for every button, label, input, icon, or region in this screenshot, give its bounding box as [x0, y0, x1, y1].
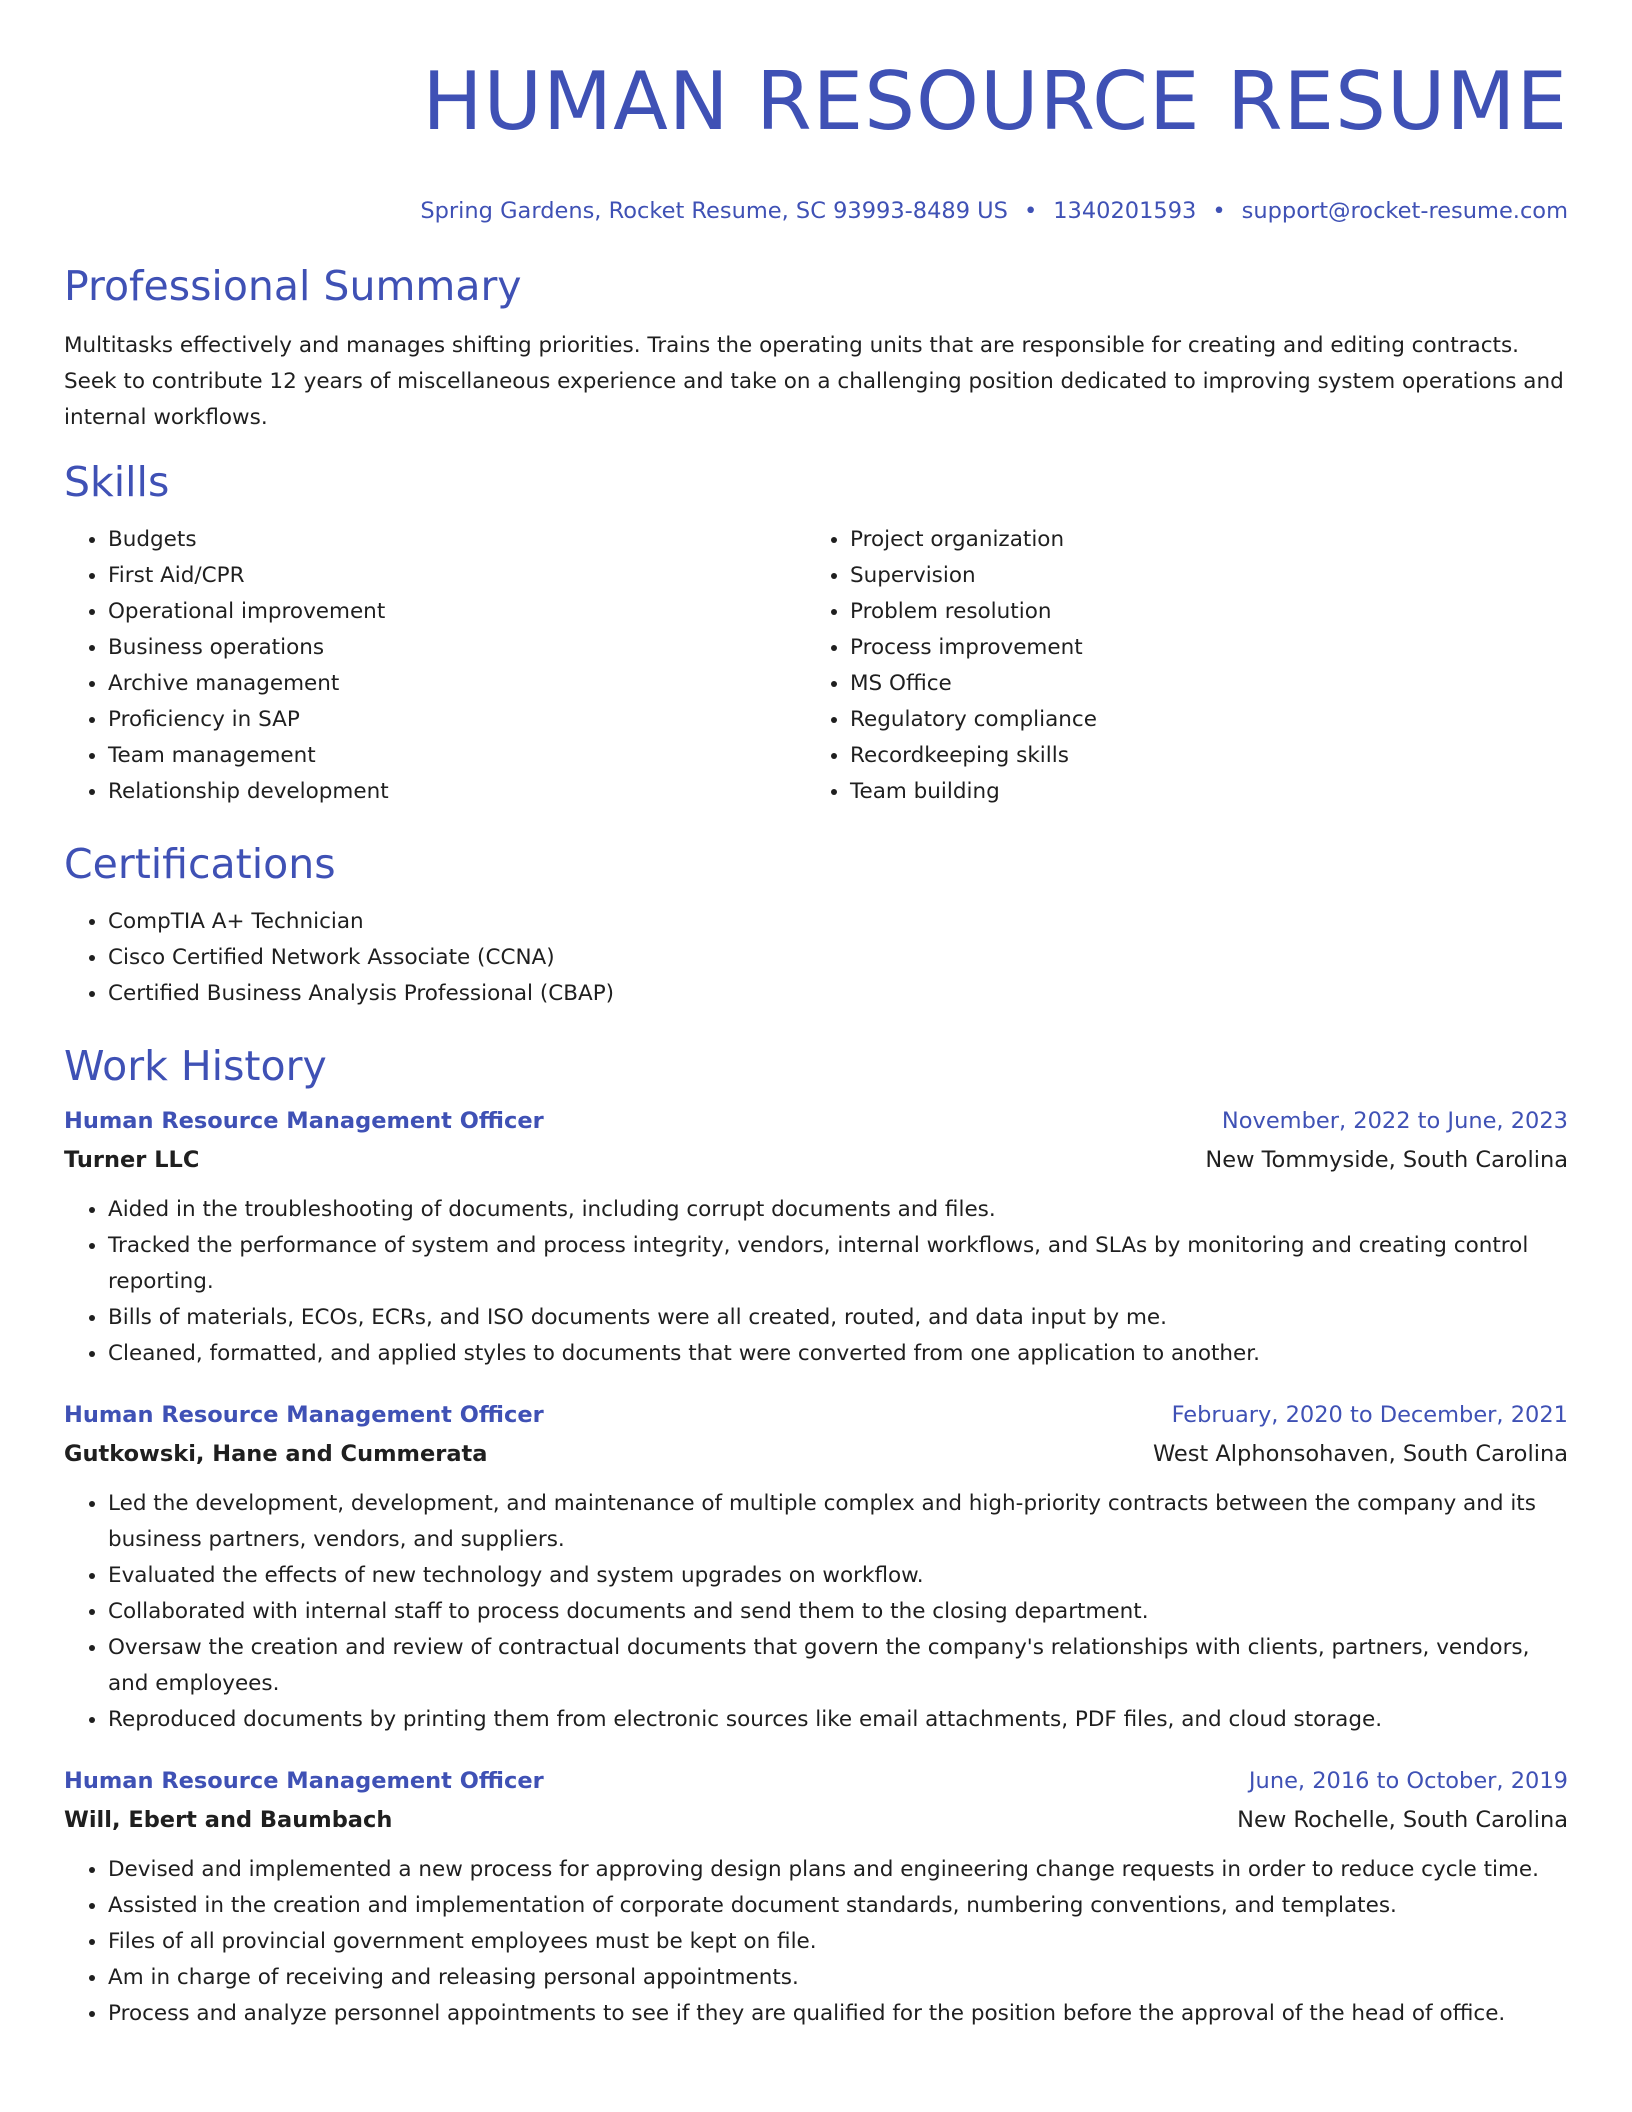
skill-item: • Team building — [850, 774, 1548, 810]
skill-item: • MS Office — [850, 666, 1548, 702]
job-entry — [64, 1762, 1568, 2032]
certifications-list — [64, 904, 1568, 1012]
job-company: Turner LLC — [64, 1147, 200, 1173]
certification-item: • Certified Business Analysis Professional (CBAP) — [108, 976, 1568, 1012]
skills-column-left — [64, 522, 806, 810]
summary-section — [64, 260, 1568, 436]
job-bullet: • Collaborated with internal staff to process documents and send them to the closing department. — [108, 1594, 1568, 1630]
skill-item: • Team management — [108, 738, 806, 774]
skills-section — [64, 456, 1568, 810]
job-bullet: • Am in charge of receiving and releasing personal appointments. — [108, 1960, 1568, 1996]
job-company: Gutkowski, Hane and Cummerata — [64, 1441, 488, 1467]
work-history-section — [64, 1040, 1568, 2032]
certification-item: • Cisco Certified Network Associate (CCNA) — [108, 940, 1568, 976]
skill-item: • Operational improvement — [108, 594, 806, 630]
skill-item: • Supervision — [850, 558, 1548, 594]
job-bullet: • Files of all provincial government employees must be kept on file. — [108, 1924, 1568, 1960]
contact-separator: • — [1023, 198, 1038, 224]
job-subheader — [64, 1140, 1568, 1180]
job-entry — [64, 1102, 1568, 1372]
job-bullet: • Process and analyze personnel appointments to see if they are qualified for the position before the approval of the head of office. — [108, 1996, 1568, 2032]
skill-item: • Budgets — [108, 522, 806, 558]
skill-item: • Recordkeeping skills — [850, 738, 1548, 774]
job-dates: November, 2022 to June, 2023 — [1221, 1108, 1568, 1134]
certifications-section — [64, 838, 1568, 1012]
summary-text: Multitasks effectively and manages shifting priorities. Trains the operating units that are responsible for creating and editing contracts. Seek to contribute 12 years of miscellaneous experience and take on a challenging position dedicated to improving system operations and internal workflows. — [64, 333, 1564, 430]
skill-item: • Proficiency in SAP — [108, 702, 806, 738]
skills-heading: Skills — [64, 458, 170, 506]
skill-item: • Regulatory compliance — [850, 702, 1548, 738]
job-bullet: • Evaluated the effects of new technology and system upgrades on workflow. — [108, 1558, 1568, 1594]
job-bullet: • Reproduced documents by printing them from electronic sources like email attachments, PDF files, and cloud storage. — [108, 1702, 1568, 1738]
skills-list-left — [64, 522, 806, 810]
job-bullet: • Devised and implemented a new process for approving design plans and engineering change requests in order to reduce cycle time. — [108, 1852, 1568, 1888]
job-bullet: • Assisted in the creation and implementation of corporate document standards, numbering conventions, and templates. — [108, 1888, 1568, 1924]
skill-item: • Archive management — [108, 666, 806, 702]
job-header — [64, 1102, 1568, 1140]
work-history-heading: Work History — [64, 1042, 327, 1090]
job-bullets — [64, 1852, 1568, 2032]
resume-page — [64, 50, 1568, 2032]
contact-phone: 1340201593 — [1053, 198, 1197, 224]
contact-address: Spring Gardens, Rocket Resume, SC 93993-8489 US — [420, 198, 1008, 224]
job-list — [64, 1102, 1568, 2032]
job-header — [64, 1762, 1568, 1800]
contact-line — [64, 196, 1568, 226]
job-bullet: • Cleaned, formatted, and applied styles to documents that were converted from one application to another. — [108, 1336, 1568, 1372]
job-title: Human Resource Management Officer — [64, 1108, 544, 1134]
skill-item: • First Aid/CPR — [108, 558, 806, 594]
job-bullets — [64, 1486, 1568, 1738]
contact-separator: • — [1212, 198, 1226, 224]
job-subheader — [64, 1800, 1568, 1840]
job-company: Will, Ebert and Baumbach — [64, 1807, 393, 1833]
contact-email: support@rocket-resume.com — [1241, 198, 1568, 224]
job-location: New Rochelle, South Carolina — [1237, 1807, 1568, 1833]
job-subheader — [64, 1434, 1568, 1474]
skill-item: • Process improvement — [850, 630, 1548, 666]
certifications-heading: Certifications — [64, 840, 336, 888]
job-bullet: • Led the development, development, and maintenance of multiple complex and high-priority contracts between the company and its business partners, vendors, and suppliers. — [108, 1486, 1568, 1558]
job-location: New Tommyside, South Carolina — [1205, 1147, 1568, 1173]
job-bullet: • Bills of materials, ECOs, ECRs, and ISO documents were all created, routed, and data input by me. — [108, 1300, 1568, 1336]
job-title: Human Resource Management Officer — [64, 1768, 544, 1794]
skill-item: • Problem resolution — [850, 594, 1548, 630]
summary-heading: Professional Summary — [64, 262, 522, 310]
job-bullets — [64, 1192, 1568, 1372]
job-header — [64, 1396, 1568, 1434]
job-bullet: • Oversaw the creation and review of contractual documents that govern the company's relationships with clients, partners, vendors, and employees. — [108, 1630, 1568, 1702]
skills-column-right — [806, 522, 1548, 810]
job-bullet: • Tracked the performance of system and process integrity, vendors, internal workflows, and SLAs by monitoring and creating control reporting. — [108, 1228, 1568, 1300]
job-dates: February, 2020 to December, 2021 — [1171, 1402, 1568, 1428]
job-dates: June, 2016 to October, 2019 — [1248, 1768, 1568, 1794]
skills-list-right — [806, 522, 1548, 810]
resume-title: HUMAN RESOURCE RESUME — [422, 55, 1568, 148]
job-bullet: • Aided in the troubleshooting of documents, including corrupt documents and files. — [108, 1192, 1568, 1228]
certification-item: • CompTIA A+ Technician — [108, 904, 1568, 940]
job-location: West Alphonsohaven, South Carolina — [1152, 1441, 1568, 1467]
job-title: Human Resource Management Officer — [64, 1402, 544, 1428]
skills-columns — [64, 522, 1568, 810]
job-entry — [64, 1396, 1568, 1738]
skill-item: • Relationship development — [108, 774, 806, 810]
skill-item: • Project organization — [850, 522, 1548, 558]
skill-item: • Business operations — [108, 630, 806, 666]
